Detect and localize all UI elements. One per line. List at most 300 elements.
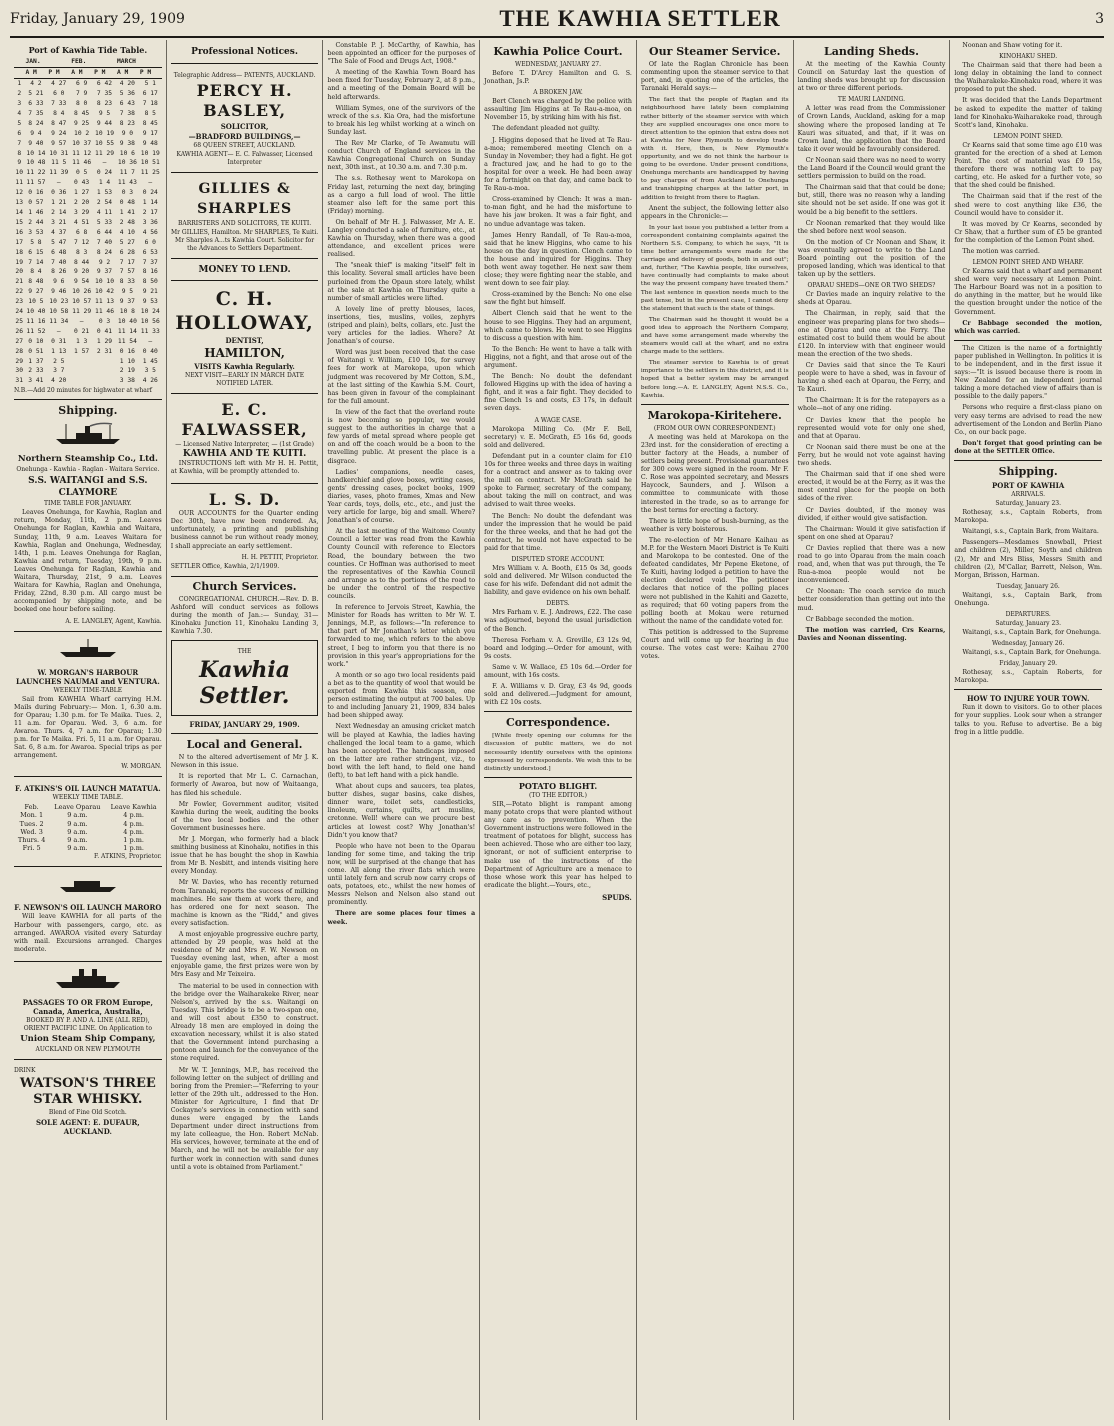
atkins-cell: Wed. 3	[20, 827, 43, 836]
tide-cell: 10 24	[140, 308, 160, 316]
tide-cell: 10 42	[95, 288, 114, 296]
tide-cell: 9 4	[30, 129, 42, 137]
sheds-para: Cr Babbage seconded the motion.	[805, 615, 914, 623]
tide-cell: 2	[17, 90, 22, 98]
tide-cell: 7 37	[142, 258, 158, 266]
launch-icon	[52, 636, 124, 660]
court-para: Mrs William v. A. Booth, £15 0s 3d, goods sold and delivered. Mr Wilson conducted the case for his wife. Defendant did not admit the liability, and gave evidence on his own behalf.	[484, 564, 632, 597]
news-item: The Rev Mr Clarke, of Te Awamutu will conduct Church of England services in the Kawhia Congregational Church on Sunday next, 30th inst., at 10.30 a.m. and 7.30 p.m.	[327, 140, 476, 172]
tide-cell: 24	[15, 308, 24, 316]
tide-cell: 11 22	[26, 169, 46, 177]
tide-row	[14, 287, 162, 297]
tide-cell: 6 8	[75, 228, 88, 236]
tide-cell: 23	[15, 298, 24, 306]
potato-body: SIR,—Potato blight is rampant among many potato crops that were planted without any care as to prevention. When the Government instructions were followed in the treatment of potatoes for blight, success has been achieved. Those who are either too lazy, ignorant, or not of sufficient enterprise to make use of the instructions of the Department of Agriculture are a menace to those whose work this year has helped to eradicate the blight.—Yours, etc.,	[484, 800, 632, 889]
steamer-para: Of late the Raglan Chronicle has been commenting upon the steamer service to that port, and, in quoting one of the articles, the Taranaki Herald says:—	[640, 61, 789, 93]
police-court-bench: Before T. D'Arcy Hamilton and G. S. Jonathan, Js.P.	[484, 70, 632, 86]
newspaper-columns	[10, 40, 1106, 1420]
tide-cell	[70, 366, 93, 376]
tide-month: JAN.	[24, 57, 70, 68]
falwasser-role: — Licensed Native Interpreter, — (1st Grade)	[175, 441, 314, 448]
tide-cell: 0 40	[142, 347, 158, 355]
tide-cell: 2 5	[53, 357, 65, 365]
tide-cell: 6 28	[119, 248, 135, 256]
atkins-row	[14, 844, 162, 852]
tide-row	[14, 89, 162, 99]
atkins-cell: 1 p.m.	[123, 836, 144, 845]
tide-cell: 2 17	[142, 208, 158, 216]
holloway-role: DENTIST,	[225, 336, 264, 345]
atkins-cell: 9 a.m.	[67, 811, 88, 820]
tide-cell: 9 5	[121, 288, 134, 296]
tide-cell: 5	[17, 119, 22, 127]
tide-cell: 10 48	[26, 159, 46, 167]
tide-cell: 7 35	[96, 90, 113, 98]
tide-cell: 11 13	[95, 298, 114, 306]
tide-cell: 9 44	[96, 119, 113, 127]
council-sub: LEMON POINT SHED AND WHARF.	[972, 259, 1084, 267]
tide-cell: 7 18	[142, 100, 158, 107]
tide-cell: 3 21	[51, 218, 67, 226]
council-para: The Chairman said that if the rest of the shed were to cost anything like £36, the Council would have to consider it.	[954, 193, 1103, 217]
atkins-cell: 4 p.m.	[123, 827, 144, 836]
arrival-entry: Waitangi, s.s., Captain Bark, from Onehunga.	[954, 591, 1103, 607]
tide-cell: 0 3	[98, 317, 111, 325]
basley-role: SOLICITOR,	[220, 122, 269, 131]
gillies-role: BARRISTERS AND SOLICITORS, TE KUITI.	[177, 220, 312, 227]
council-para: Noonan and Shaw voting for it.	[962, 42, 1063, 49]
tide-cell: 10 31	[49, 149, 69, 157]
tide-cell: 8 50	[142, 278, 158, 286]
tide-cell: —	[102, 159, 107, 167]
tide-row	[14, 208, 162, 218]
tide-cell: 25	[15, 317, 24, 325]
tide-cell: 10 14	[26, 149, 46, 157]
case-heading: A BROKEN JAW.	[533, 89, 583, 97]
falwasser-name: E. C. FALWASSER,	[181, 400, 308, 439]
morgan-sign: W. MORGAN.	[121, 763, 162, 771]
tide-cell	[93, 366, 116, 376]
tide-cell: 10 51	[140, 159, 160, 167]
steamer-service-title: Our Steamer Service.	[649, 45, 781, 58]
basley-street: 68 QUEEN STREET, AUCKLAND.	[193, 142, 296, 149]
tide-cell: 4 26	[142, 377, 158, 385]
printing-note: Don't forget that good printing can be done at the SETTLER Office.	[954, 439, 1103, 455]
tide-cell: 9 53	[142, 298, 158, 306]
lsd-sign: H. H. PETTIT, Proprietor.	[241, 553, 319, 561]
marokopa-title: Marokopa-Kiritehere.	[647, 408, 782, 422]
tide-cell: 6 0	[53, 90, 65, 98]
news-item: On behalf of Mr H. J. Falwasser, Mr A. E. Langley conducted a sale of furniture, etc., at Kawhia on Thursday, when there was a good attendance, and excellent prices were realised.	[327, 218, 476, 259]
tide-cell: 8 24	[28, 119, 44, 127]
editorial-date: FRIDAY, JANUARY 29, 1909.	[189, 720, 300, 730]
tide-cell: 9 46	[51, 288, 67, 296]
sheds-para: Cr Noonan remarked that they would like the shed before next wool season.	[797, 219, 946, 235]
departure-entry: Rothesay, s.s., Captain Roberts, for Marokopa.	[954, 669, 1103, 685]
tide-cell: —	[148, 337, 153, 345]
tide-cell: 5 33	[96, 218, 113, 226]
injure-town-body: Run it down to visitors. Go to other places for your supplies. Look sour when a stranger talks to you. Refuse to advertise. Be a big frog in a little puddle.	[954, 704, 1103, 736]
tide-cell: 10 19	[140, 149, 160, 157]
tide-cell: 0 16	[119, 347, 135, 355]
tide-cell: 9 38	[119, 139, 135, 147]
local-item: The material to be used in connection with the bridge over the Waiharakeke River, near Nelson's, arrived by the s.s. Waitangi on Tuesday. This bridge is to be a two-span one, and will cost about £350 to construct. Already 18 men are employed in doing the excavation necessary, whilst it is also stated that the Government intend purchasing a pontoon and launch for the conveyance of the stone required.	[170, 982, 319, 1063]
tide-row	[14, 139, 162, 149]
potato-blight-title: POTATO BLIGHT.	[518, 780, 598, 791]
tide-row	[14, 267, 162, 277]
tide-cell: 6 17	[142, 90, 158, 98]
tide-cell	[70, 357, 93, 367]
tide-row	[14, 376, 162, 386]
local-item: Mr J. Morgan, who formerly had a black smithing business at Kinohaku, notifies in this issue that he has bought the shop in Kawhia from Mr B. Nesbitt, and intends visiting here every Monday.	[170, 835, 319, 876]
passages-title: PASSAGES TO OR FROM Europe, Canada, America, Australia,	[22, 997, 153, 1016]
correspondence-note: [While freely opening our columns for the discussion of public matters, we do not necessarily identify ourselves with the opinions expressed by correspondents. We wish this to be distinctly understood.]	[484, 733, 632, 772]
tide-note: N.B.—Add 20 minutes for highwater at wharf	[14, 387, 152, 395]
tide-cell: 0 10	[28, 337, 44, 345]
news-item: William Symes, one of the survivors of the wreck of the s.s. Kia Ora, had the misfortune to break his leg whilst working at a winch on Sunday last.	[327, 104, 476, 136]
tide-cell: 8 4	[53, 109, 65, 117]
tide-cell: 9 40	[28, 139, 44, 147]
tide-cell: 0 57	[28, 199, 44, 207]
tide-cell: —	[56, 327, 61, 335]
tide-cell: 10 36	[117, 159, 137, 167]
tide-cell: 3	[17, 100, 22, 107]
tide-cell: 8 24	[96, 248, 113, 256]
court-para: Bert Clench was charged by the police with assaulting Jim Higgins at Te Rau-a-moa, on November 15, by striking him with his fist.	[484, 98, 632, 122]
tide-table-body	[14, 79, 162, 387]
tide-months-row	[14, 57, 162, 68]
tide-row	[14, 248, 162, 258]
tide-cell: 11 14	[117, 327, 137, 335]
piano-note: Persons who require a first-class piano on very easy terms are advised to read the new advertisement of the London and Berlin Piano Co., on our back page.	[954, 404, 1103, 436]
tide-cell: 9 5	[98, 109, 111, 117]
local-item: Mr Fowler, Government auditor, visited Kawhia during the week, auditing the books of the two local bodies and the other Government businesses here.	[170, 800, 319, 832]
tide-cell: 4 37	[51, 228, 67, 236]
column-2	[167, 40, 324, 1420]
tide-row	[14, 277, 162, 287]
tide-month: FEB.	[70, 57, 116, 68]
steamer-para: The fact that the people of Raglan and its neighbourhood have lately been complaining rather bitterly of the steamer service with which they are supplied encourages one once more to direct attention to the opinion that extra does not at Kawhia for New Plymouth to develop trade with it. Here, then, is New Plymouth's opportunity, and we do not think the harbour is going to be overdone. Under present conditions, Onehunga merchants are handicapped by having to pay charges of from Auckland to Onehunga and transhipping charges at the latter port, in addition to freight from there to Raglan.	[640, 97, 789, 201]
court-para: Mrs Farham v. E. J. Andrews, £22. The case was adjourned, beyond the usual jurisdiction of the Bench.	[484, 609, 632, 633]
steamer-para: Anent the subject, the following letter also appears in the Chronicle:—	[640, 204, 789, 220]
court-para: Same v. W. Wallace, £5 10s 6d.—Order for amount, with 16s costs.	[484, 663, 632, 679]
tide-cell: 2 31	[96, 347, 113, 355]
sheds-para: Cr Davies doubted, if the money was divided, if either would give satisfaction.	[797, 506, 946, 522]
column-4	[480, 40, 637, 1420]
tide-row	[14, 327, 162, 337]
departures-heading: DEPARTURES.	[1005, 610, 1051, 618]
holloway-visit: VISITS Kawhia Regularly.	[194, 362, 295, 371]
tide-cell: 6 33	[28, 100, 44, 107]
atkins-cell: Fri. 5	[22, 844, 41, 853]
news-item: In view of the fact that the overland route is now becoming so popular, we would suggest to the authorities in charge that a few yards of metal spread where people get on and off the coach would be a boon to the travelling public. At present the place is a disgrace.	[327, 408, 476, 465]
sheds-sub: TE MAURI LANDING.	[837, 96, 905, 104]
masthead-title: Kawhia Settler.	[199, 657, 291, 710]
tide-cell: 6 43	[119, 100, 135, 107]
tide-cell: 11 16	[26, 317, 46, 325]
whisky-sub: Blend of Fine Old Scotch.	[48, 1108, 127, 1116]
tide-cell: 10 55	[95, 139, 114, 147]
tide-cell: 10 6	[119, 149, 135, 157]
court-para: Cross-examined by the Bench: No one else saw the fight but himself.	[484, 291, 632, 307]
court-para: Cross-examined by Clench: It was a man-to-man fight, and he had the misfortune to have his jaw broken. It was a fair fight, and no undue advantage was taken.	[484, 196, 632, 228]
court-para: The Bench: No doubt the defendant followed Higgins up with the idea of having a fight, and it was a fair fight. They decided to fine Clench 1s and costs, £3 17s, in default seven days.	[484, 373, 632, 413]
tide-cell: 3 36	[142, 218, 158, 226]
atkins-head: Leave Oparau	[54, 803, 101, 812]
council-para: It was decided that the Lands Department be asked to expedite the matter of taking land for Kinohaku-Waiharakeke road, through Scott's land, Kinohaku.	[954, 97, 1103, 129]
nsc-timetable: TIME TABLE FOR JANUARY.	[44, 500, 132, 508]
whisky-agent: SOLE AGENT: E. DUFAUR, AUCKLAND.	[36, 1117, 140, 1136]
tide-cell: 1 3	[75, 337, 88, 345]
tide-cell: 10 40	[117, 317, 137, 325]
marokopa-para: The re-election of Mr Henare Kaihau as M.P. for the Western Maori District is Te Kuiti and Marokopa to be contested. One of the defeated candidates, Mr Pepene Eketone, of Te Kuiti, having lodged a petition to have the election declared void. The petitioner declares that notice of the polling places were not published in the Kahiti and Gazette, as required; that 60 voting papers from the polling booth at Mokau were returned without the name of the candidate voted for.	[640, 536, 789, 625]
tide-cell: 8 4	[30, 268, 42, 276]
atkins-cell: 1 p.m.	[123, 844, 144, 853]
tide-cell: 7 17	[119, 258, 135, 266]
sheds-para: Cr Davies replied that there was a new road to go into Oparau from the main coach road, and, when that was put through, the Te Rua-a-moa people would not be inconvenienced.	[797, 544, 946, 585]
tide-cell: 4 27	[51, 80, 67, 88]
basley-agent: KAWHIA AGENT— E. C. Falwasser, Licensed Interpreter	[176, 151, 313, 166]
tide-col-head: P M	[93, 68, 116, 79]
tide-cell: 10 5	[28, 298, 44, 306]
page-header	[10, 2, 1104, 38]
liner-icon	[52, 966, 124, 990]
tide-row	[14, 109, 162, 119]
tide-row	[14, 347, 162, 357]
tide-cell: 29	[15, 357, 24, 365]
tide-cell: 9 57	[51, 139, 67, 147]
tide-cell: 0 21	[74, 327, 90, 335]
local-item: Mr W. T. Jennings, M.P., has received the following letter on the subject of drilling and boring from the Premier:—"Referring to your letter of the 29th ult., addressed to the Hon. Minister for Agriculture, I find that Dr Cockayne's services in connection with sand dunes were engaged by the Lands Department under direct instructions from my late colleague, the Hon. Robert McNab. His services, however, terminate at the end of March, and he will not be available for any further work in connection with sand dunes until a vote is obtained from Parliament."	[170, 1066, 319, 1171]
holloway-next: NEXT VISIT—EARLY IN MARCH DATE NOTIFIED LATER.	[185, 372, 305, 387]
atkins-cell: 9 a.m.	[67, 836, 88, 845]
tide-cell: 10 26	[72, 288, 92, 296]
council-para: Cr Kearns said that some time ago £10 was granted for the erection of a shed at Lemon Point. The cost of material was £9 15s, therefore there was nothing left to pay carting, etc. He asked for a further vote, so that the shed could be finished.	[954, 141, 1103, 190]
news-item: A month or so ago two local residents paid a bet as to the quantity of wool that would be exported from Kawhia this season, one person estimating the output at 700 bales. Up to and including January 21, 1909, 834 bales had been shipped away.	[327, 671, 476, 720]
tide-cell: 11 5	[51, 159, 67, 167]
tide-cell: 6 53	[142, 248, 158, 256]
marokopa-para: A meeting was held at Marokopa on the 23rd inst. for the consideration of erecting a butter factory at the Heads, a number of settlers being present. Provisional guarantees for 300 cows were signed in the room. Mr F. C. Rose was appointed secretary, and Messrs Haycock, Saunders, and J. Wilson a committee to communicate with those interested in the trade, so as to arrange for the best terms for erecting a factory.	[640, 433, 789, 514]
tide-cell: 2 48	[119, 218, 135, 226]
morgan-weekly: WEEKLY TIME-TABLE	[53, 686, 123, 694]
basley-telegraph: Telegraphic Address— PATENTS, AUCKLAND.	[173, 72, 316, 79]
atkins-table-body	[14, 811, 162, 852]
tide-row	[14, 228, 162, 238]
tide-cell: 1 27	[74, 189, 90, 197]
tide-cell	[70, 376, 93, 386]
tide-cell: 19	[15, 258, 24, 266]
sheds-para: The Chairman said that if one shed were erected, it would be at the Ferry, as it was the most central place for the people on both sides of the river.	[797, 471, 946, 503]
masthead: THE KAWHIA SETTLER	[499, 6, 781, 31]
case-heading: A WAGE CASE.	[534, 416, 582, 424]
tide-row	[14, 188, 162, 198]
tide-cell: 21	[15, 278, 24, 286]
correspondence-title: Correspondence.	[505, 716, 611, 730]
departure-entry: Waitangi, s.s., Captain Bark, for Onehunga.	[962, 649, 1102, 657]
tide-cell: 1 13	[51, 347, 67, 355]
court-para: The Bench: No doubt the defendant was under the impression that he would be paid for the three weeks, and that he had got the contract, he would not have expected to be paid for that time.	[484, 512, 632, 552]
sheds-para: The Chairman, in reply, said that the engineer was preparing plans for two sheds—one at Oparau and one at the Ferry. The estimated cost to build them would be about £120. In interview with that engineer would mean the erection of the two sheds.	[797, 310, 946, 358]
tide-row	[14, 317, 162, 327]
holloway-town: HAMILTON,	[204, 346, 285, 360]
tide-cell: 17	[15, 238, 24, 246]
departure-date: Saturday, January 23.	[995, 619, 1061, 627]
council-para: Cr Kearns said that a wharf and permanent shed were very necessary at Lemon Point. The Harbour Board was not in a position to do anything in the matter, but he would like the question brought under the notice of the Government.	[954, 268, 1103, 316]
tide-cell: 6 48	[51, 248, 67, 256]
council-sub: KINOHAKU SHED.	[999, 53, 1058, 61]
column-6	[794, 40, 951, 1420]
tide-cell: 22	[15, 288, 24, 296]
tide-cell: 10 37	[72, 139, 92, 147]
tide-cell: 13	[15, 199, 24, 207]
tide-cell: 10 2	[74, 129, 90, 137]
tide-cell: 8 44	[74, 258, 90, 266]
sheds-para: Cr Davies knew that the people he represented would vote for only one shed, and that at Oparau.	[797, 416, 946, 440]
court-para: J. Higgins deposed that he lived at Te Rau-a-moa; remembered meeting Clench on a Sunday in November; they had a fight. He got a fractured jaw, and he had to go to the hospital for over a week. He had been away for a fortnight on that day, and came back to Te Rau-a-moa.	[484, 136, 632, 193]
page-number: 3	[1095, 11, 1104, 27]
shipping-news-title: Shipping.	[998, 465, 1058, 479]
tide-row	[14, 168, 162, 178]
nsc-ships: S.S. WAITANGI and S.S. CLAYMORE	[28, 476, 148, 499]
marokopa-para: There is little hope of bush-burning, as the weather is very boisterous.	[640, 517, 789, 533]
shipping-title: Shipping.	[58, 404, 118, 418]
atkins-title: F. ATKINS'S OIL LAUNCH MATATUA.	[15, 784, 161, 794]
tide-cell: 3 29	[74, 208, 90, 216]
tide-cell: —	[148, 179, 153, 187]
passages-body: BOOKED BY P. AND A. LINE (ALL RED), ORIENT PACIFIC LINE. On Application to	[23, 1016, 152, 1032]
tide-cell: 8 47	[51, 119, 67, 127]
tide-cell: 6 9	[75, 80, 88, 88]
tide-cell: 16	[15, 228, 24, 236]
injure-town-title: HOW TO INJURE YOUR TOWN.	[966, 694, 1090, 704]
tide-cell: 5 36	[119, 90, 135, 98]
tide-cell: 11 33	[140, 327, 160, 335]
money-to-lend: MONEY TO LEND.	[198, 265, 291, 275]
atkins-cell: 4 p.m.	[123, 811, 144, 820]
council-para: It was moved by Cr Kearns, seconded by Cr Shaw, that a further sum of £5 be granted for the completion of the Lemon Point shed.	[954, 220, 1103, 244]
news-item: People who have not been to the Oparau landing for some time, and taking the trip now, will be surprised at the change that has come. All along the river flats which were until lately fern and scrub now carry crops of oats, potatoes, etc., whilst the new homes of Messrs Nelson and Nelson also stand out prominently.	[327, 842, 476, 907]
tide-cell: 11 29	[72, 308, 92, 316]
tide-cell: 9 48	[142, 139, 158, 147]
tide-ampm-row	[14, 68, 162, 79]
tide-cell: 26	[15, 327, 24, 335]
tide-cell: 2 20	[74, 199, 90, 207]
tide-cell: 15	[15, 218, 24, 226]
atkins-cell: 9 a.m.	[67, 819, 88, 828]
tide-cell: 1 57	[74, 347, 90, 355]
news-item: The "sneak thief" is making "itself" felt in this locality. Several small articles have been purloined from the Opaun store lately, whilst at the sale at Kawhia on Thursday quite a number of small articles were lifted.	[327, 262, 476, 302]
tide-cell: 1 4	[98, 179, 111, 187]
sheds-para: On the motion of Cr Noonan and Shaw, it was eventually agreed to write to the Land Board pointing out the position of the proposed landing, which was identical to that taken up by the settlers.	[797, 238, 946, 279]
tide-cell: 11	[15, 179, 24, 187]
tide-cell: 4	[17, 109, 22, 117]
tide-cell: 10 8	[119, 308, 135, 316]
tide-cell: 9 0	[121, 129, 134, 137]
tide-cell: 10 23	[49, 298, 69, 306]
tide-cell: 0 24	[96, 169, 113, 177]
tide-cell: 0 3	[121, 189, 134, 197]
sheds-para: The Chairman said that that could be done; but, still, there was no reason why a landing site should not be set aside. If one was got it would be a big benefit to the settlers.	[797, 184, 946, 216]
tide-cell: 1 10	[119, 357, 135, 365]
column-5	[637, 40, 794, 1420]
oil-launch-icon	[52, 871, 124, 895]
nsc-agent: A. E. LANGLEY, Agent, Kawhia.	[65, 617, 162, 625]
tide-cell: 7 57	[119, 268, 135, 276]
tide-cell: 9 25	[74, 119, 90, 127]
tide-row	[14, 357, 162, 367]
column-3	[323, 40, 480, 1420]
atkins-weekly: WEEKLY TIME TABLE.	[52, 794, 124, 802]
prof-notices-title: Professional Notices.	[191, 47, 298, 57]
tide-cell: 9 6	[53, 278, 65, 286]
atkins-row	[14, 820, 162, 828]
tide-cell: 7 40	[51, 258, 67, 266]
sheds-para: The Chairman: It is for the ratepayers as a whole—not of any one riding.	[797, 397, 946, 413]
whisky-title: WATSON'S THREE STAR WHISKY.	[19, 1075, 156, 1107]
tide-cell: 1	[17, 80, 22, 88]
tide-cell: 8 23	[96, 100, 113, 107]
tide-cell: 0 48	[119, 199, 135, 207]
editorial-masthead	[171, 640, 319, 716]
arrival-passengers: Passengers—Mesdames Snowball, Priest and children (2), Miller, Soyth and children (2), Mr and Mrs Bliss, Messrs Smith and children (2), M'Callar, Barrett, Nelson, Wm. Morgan, Brisson, Harman.	[954, 539, 1103, 579]
tide-cell: 10	[15, 169, 24, 177]
news-item: What about cups and saucers, tea plates, butter dishes, sugar basins, cake dishes, dinner ware, toilet sets, candlesticks, linoleum, curtains, quilts, art muslins, cretonne. Well! where can we procure best articles at lowest cost? Why Jonathan's! Didn't you know that?	[327, 783, 476, 839]
atkins-row	[14, 811, 162, 819]
atkins-cell: 4 p.m.	[123, 819, 144, 828]
tide-cell: 11 46	[72, 159, 92, 167]
tide-cell: 9 17	[142, 129, 158, 137]
sheds-para: Cr Noonan said there was no need to worry the Land Board if the Council would grant the settlers permission to build on the road.	[797, 156, 946, 181]
tide-cell: 12	[15, 189, 24, 197]
tide-cell: 1 14	[142, 199, 158, 207]
tide-row	[14, 258, 162, 268]
tide-cell: 4 10	[119, 228, 135, 236]
tide-cell: 0 5	[75, 169, 88, 177]
tide-cell: 3 38	[119, 377, 135, 385]
tide-cell: 10 40	[26, 308, 46, 316]
sheds-para: Cr Noonan said there must be one at the Ferry, but he would not vote against having two sheds.	[797, 443, 946, 468]
departure-date: Wednesday, January 26.	[991, 640, 1065, 648]
atkins-table	[14, 803, 162, 852]
police-court-date: WEDNESDAY, JANUARY 27.	[515, 61, 601, 68]
sheds-para: The Chairman: Would it give satisfaction if spent on one shed at Oparau?	[797, 525, 946, 541]
departure-date: Friday, January 29.	[999, 660, 1058, 668]
tide-cell: 7 33	[51, 100, 67, 107]
tide-cell: 0 24	[142, 189, 158, 197]
court-para: James Henry Randall, of Te Rau-a-moa, said that he knew Higgins, who came to his house on the day in question. Clench came to the house and inquired for Higgins. They both went away together. He next saw them close; they were fighting near the stable, and went down to see fair play.	[484, 231, 632, 288]
gillies-name: GILLIES & SHARPLES	[197, 181, 293, 217]
tide-cell: 1 29	[96, 337, 113, 345]
tide-cell: 27	[15, 337, 24, 345]
tide-cell: 6 42	[96, 80, 113, 88]
news-item: There are some places four times a week.	[327, 910, 476, 926]
tide-cell: 8 5	[144, 109, 156, 117]
issue-date: Friday, January 29, 1909	[10, 11, 185, 27]
tide-cell: 11 46	[95, 308, 114, 316]
tide-cell	[93, 376, 116, 386]
news-item: In reference to Jervois Street, Kawhia, the Minister for Roads has written to Mr W. T. Jennings, M.P., as follows:—"In reference to that part of Mr Jonathan's letter which you forwarded to me, which refers to the above street, I beg to inform you that there is no provision in this year's appropriations for the work."	[327, 604, 476, 668]
local-item: N to the altered advertisement of Mr J. K. Newson in this issue.	[170, 754, 319, 770]
news-item: A lovely line of pretty blouses, laces, insertions, ties, muslins, voiles, zephyrs (striped and plain), belts, collars, etc. Just the very articles for the ladies. Where? At Jonathan's of course.	[327, 305, 476, 346]
tide-row	[14, 79, 162, 89]
tide-cell: 5 47	[51, 238, 67, 246]
tide-cell: 0 16	[28, 189, 44, 197]
court-para: Marokopa Milling Co. (Mr F. Bell, secretary) v. E. McGrath, £5 16s 6d, goods sold and delivered.	[484, 425, 632, 449]
column-1	[10, 40, 167, 1420]
whisky-drink: DRINK	[14, 1066, 36, 1074]
basley-address: —BRADFORD BUILDINGS,—	[188, 132, 301, 141]
tide-cell: 7	[17, 139, 22, 147]
